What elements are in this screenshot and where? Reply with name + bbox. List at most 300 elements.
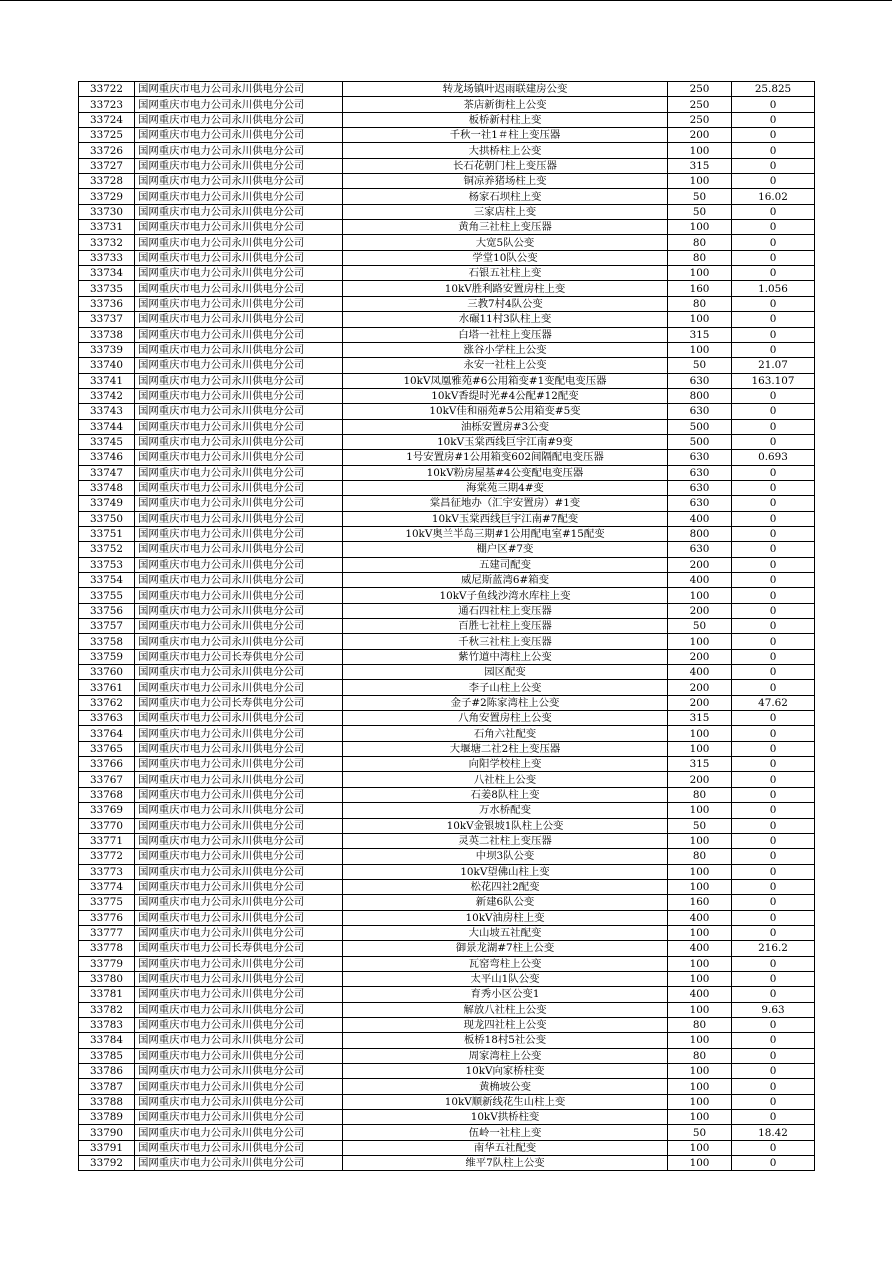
- value-cell: 0: [732, 526, 815, 541]
- transformer-name-cell: 石姜8队柱上变: [343, 787, 668, 802]
- row-id-cell: 33754: [79, 573, 135, 588]
- value-cell: 0: [732, 956, 815, 971]
- row-id-cell: 33770: [79, 818, 135, 833]
- capacity-cell: 80: [668, 1048, 732, 1063]
- transformer-name-cell: 李子山柱上公变: [343, 680, 668, 695]
- value-cell: 0: [732, 833, 815, 848]
- row-id-cell: 33771: [79, 833, 135, 848]
- transformer-name-cell: 八社柱上公变: [343, 772, 668, 787]
- value-cell: 0: [732, 557, 815, 572]
- transformer-name-cell: 中坝3队公变: [343, 849, 668, 864]
- capacity-cell: 100: [668, 803, 732, 818]
- table-row: [79, 726, 815, 741]
- company-cell: 国网重庆市电力公司永川供电分公司: [135, 757, 343, 772]
- capacity-cell: 100: [668, 220, 732, 235]
- value-cell: 0: [732, 296, 815, 311]
- row-id-cell: 33774: [79, 879, 135, 894]
- capacity-cell: 630: [668, 480, 732, 495]
- capacity-cell: 400: [668, 511, 732, 526]
- company-cell: 国网重庆市电力公司永川供电分公司: [135, 588, 343, 603]
- company-cell: 国网重庆市电力公司永川供电分公司: [135, 220, 343, 235]
- row-id-cell: 33786: [79, 1064, 135, 1079]
- table-row: [79, 1094, 815, 1109]
- row-id-cell: 33739: [79, 342, 135, 357]
- capacity-cell: 315: [668, 327, 732, 342]
- value-cell: 0: [732, 327, 815, 342]
- capacity-cell: 100: [668, 925, 732, 940]
- value-cell: 0: [732, 741, 815, 756]
- transformer-name-cell: 10kV顺新线花生山柱上变: [343, 1094, 668, 1109]
- row-id-cell: 33765: [79, 741, 135, 756]
- company-cell: 国网重庆市电力公司永川供电分公司: [135, 726, 343, 741]
- row-id-cell: 33777: [79, 925, 135, 940]
- row-id-cell: 33767: [79, 772, 135, 787]
- value-cell: 0: [732, 97, 815, 112]
- table-row: [79, 1079, 815, 1094]
- value-cell: 0: [732, 910, 815, 925]
- company-cell: 国网重庆市电力公司永川供电分公司: [135, 511, 343, 526]
- value-cell: 0: [732, 803, 815, 818]
- company-cell: 国网重庆市电力公司永川供电分公司: [135, 879, 343, 894]
- table-row: [79, 741, 815, 756]
- row-id-cell: 33738: [79, 327, 135, 342]
- value-cell: 0: [732, 665, 815, 680]
- value-cell: 0: [732, 895, 815, 910]
- row-id-cell: 33740: [79, 358, 135, 373]
- value-cell: 0: [732, 619, 815, 634]
- capacity-cell: 100: [668, 741, 732, 756]
- row-id-cell: 33781: [79, 987, 135, 1002]
- row-id-cell: 33768: [79, 787, 135, 802]
- table-row: [79, 143, 815, 158]
- value-cell: 0: [732, 711, 815, 726]
- value-cell: 0: [732, 266, 815, 281]
- capacity-cell: 160: [668, 281, 732, 296]
- row-id-cell: 33735: [79, 281, 135, 296]
- transformer-name-cell: 石银五社柱上变: [343, 266, 668, 281]
- capacity-cell: 50: [668, 204, 732, 219]
- capacity-cell: 80: [668, 1017, 732, 1032]
- transformer-name-cell: 10kV望佛山柱上变: [343, 864, 668, 879]
- row-id-cell: 33791: [79, 1140, 135, 1155]
- value-cell: 0: [732, 573, 815, 588]
- table-row: [79, 711, 815, 726]
- row-id-cell: 33775: [79, 895, 135, 910]
- company-cell: 国网重庆市电力公司永川供电分公司: [135, 465, 343, 480]
- table-row: [79, 526, 815, 541]
- row-id-cell: 33732: [79, 235, 135, 250]
- company-cell: 国网重庆市电力公司永川供电分公司: [135, 987, 343, 1002]
- transformer-name-cell: 10kV子鱼线沙湾水库柱上变: [343, 588, 668, 603]
- company-cell: 国网重庆市电力公司长寿供电分公司: [135, 649, 343, 664]
- value-cell: 0: [732, 726, 815, 741]
- capacity-cell: 80: [668, 787, 732, 802]
- transformer-name-cell: 太平山1队公变: [343, 971, 668, 986]
- capacity-cell: 100: [668, 879, 732, 894]
- table-row: [79, 864, 815, 879]
- value-cell: 0: [732, 787, 815, 802]
- company-cell: 国网重庆市电力公司永川供电分公司: [135, 1140, 343, 1155]
- transformer-name-cell: 板桥18村5社公变: [343, 1033, 668, 1048]
- table-row: [79, 910, 815, 925]
- value-cell: 0: [732, 1156, 815, 1171]
- transformer-name-cell: 育秀小区公变1: [343, 987, 668, 1002]
- transformer-name-cell: 水碾11村3队柱上变: [343, 312, 668, 327]
- row-id-cell: 33752: [79, 542, 135, 557]
- row-id-cell: 33743: [79, 404, 135, 419]
- value-cell: 0: [732, 250, 815, 265]
- value-cell: 0: [732, 772, 815, 787]
- row-id-cell: 33764: [79, 726, 135, 741]
- company-cell: 国网重庆市电力公司永川供电分公司: [135, 526, 343, 541]
- transformer-name-cell: 10kV玉棠西线巨宇江南#9变: [343, 434, 668, 449]
- transformer-name-cell: 向阳学校柱上变: [343, 757, 668, 772]
- transformer-name-cell: 板桥新村柱上变: [343, 112, 668, 127]
- value-cell: 0: [732, 480, 815, 495]
- row-id-cell: 33741: [79, 373, 135, 388]
- value-cell: 0: [732, 649, 815, 664]
- company-cell: 国网重庆市电力公司永川供电分公司: [135, 327, 343, 342]
- table-row: [79, 465, 815, 480]
- capacity-cell: 400: [668, 573, 732, 588]
- transformer-name-cell: 千秋三社柱上变压器: [343, 634, 668, 649]
- table-row: [79, 603, 815, 618]
- transformer-name-cell: 棚户区#7变: [343, 542, 668, 557]
- table-row: [79, 879, 815, 894]
- capacity-cell: 100: [668, 174, 732, 189]
- transformer-name-cell: 紫竹道中湾柱上公变: [343, 649, 668, 664]
- row-id-cell: 33788: [79, 1094, 135, 1109]
- company-cell: 国网重庆市电力公司永川供电分公司: [135, 573, 343, 588]
- company-cell: 国网重庆市电力公司永川供电分公司: [135, 158, 343, 173]
- capacity-cell: 250: [668, 97, 732, 112]
- capacity-cell: 100: [668, 312, 732, 327]
- table-row: [79, 1125, 815, 1140]
- capacity-cell: 250: [668, 82, 732, 97]
- company-cell: 国网重庆市电力公司永川供电分公司: [135, 665, 343, 680]
- capacity-cell: 50: [668, 619, 732, 634]
- table-row: [79, 496, 815, 511]
- company-cell: 国网重庆市电力公司永川供电分公司: [135, 849, 343, 864]
- table-row: [79, 1017, 815, 1032]
- capacity-cell: 80: [668, 849, 732, 864]
- transformer-name-cell: 瓦窑弯柱上公变: [343, 956, 668, 971]
- capacity-cell: 315: [668, 711, 732, 726]
- transformer-name-cell: 茶店新街柱上公变: [343, 97, 668, 112]
- table-row: [79, 342, 815, 357]
- transformer-name-cell: 大拱桥柱上公变: [343, 143, 668, 158]
- transformer-name-cell: 10kV凤凰雅苑#6公用箱变#1变配电变压器: [343, 373, 668, 388]
- capacity-cell: 100: [668, 1079, 732, 1094]
- capacity-cell: 100: [668, 971, 732, 986]
- capacity-cell: 100: [668, 1094, 732, 1109]
- company-cell: 国网重庆市电力公司永川供电分公司: [135, 619, 343, 634]
- transformer-name-cell: 灵英二社柱上变压器: [343, 833, 668, 848]
- company-cell: 国网重庆市电力公司永川供电分公司: [135, 296, 343, 311]
- value-cell: 0: [732, 1033, 815, 1048]
- transformer-name-cell: 10kV香缇时光#4公配#12配变: [343, 388, 668, 403]
- table-row: [79, 542, 815, 557]
- transformer-name-cell: 10kV向家桥柱变: [343, 1064, 668, 1079]
- value-cell: 0: [732, 496, 815, 511]
- table-row: [79, 388, 815, 403]
- row-id-cell: 33790: [79, 1125, 135, 1140]
- row-id-cell: 33789: [79, 1110, 135, 1125]
- transformer-name-cell: 石角六社配变: [343, 726, 668, 741]
- company-cell: 国网重庆市电力公司永川供电分公司: [135, 419, 343, 434]
- value-cell: 25.825: [732, 82, 815, 97]
- capacity-cell: 630: [668, 542, 732, 557]
- row-id-cell: 33736: [79, 296, 135, 311]
- value-cell: 216.2: [732, 941, 815, 956]
- capacity-cell: 400: [668, 941, 732, 956]
- capacity-cell: 160: [668, 895, 732, 910]
- row-id-cell: 33734: [79, 266, 135, 281]
- value-cell: 0: [732, 312, 815, 327]
- capacity-cell: 100: [668, 1002, 732, 1017]
- table-row: [79, 695, 815, 710]
- value-cell: 0: [732, 1140, 815, 1155]
- company-cell: 国网重庆市电力公司永川供电分公司: [135, 1002, 343, 1017]
- company-cell: 国网重庆市电力公司永川供电分公司: [135, 434, 343, 449]
- row-id-cell: 33778: [79, 941, 135, 956]
- company-cell: 国网重庆市电力公司永川供电分公司: [135, 281, 343, 296]
- table-row: [79, 97, 815, 112]
- company-cell: 国网重庆市电力公司永川供电分公司: [135, 1048, 343, 1063]
- row-id-cell: 33729: [79, 189, 135, 204]
- capacity-cell: 100: [668, 1064, 732, 1079]
- row-id-cell: 33772: [79, 849, 135, 864]
- transformer-table: [78, 81, 815, 1171]
- table-row: [79, 281, 815, 296]
- transformer-name-cell: 10kV佳和丽苑#5公用箱变#5变: [343, 404, 668, 419]
- table-row: [79, 296, 815, 311]
- table-row: [79, 404, 815, 419]
- company-cell: 国网重庆市电力公司永川供电分公司: [135, 634, 343, 649]
- capacity-cell: 500: [668, 419, 732, 434]
- transformer-name-cell: 大宽5队公变: [343, 235, 668, 250]
- row-id-cell: 33760: [79, 665, 135, 680]
- capacity-cell: 100: [668, 864, 732, 879]
- value-cell: 0.693: [732, 450, 815, 465]
- transformer-name-cell: 10kV金银坡1队柱上公变: [343, 818, 668, 833]
- transformer-name-cell: 黄桷坡公变: [343, 1079, 668, 1094]
- capacity-cell: 200: [668, 649, 732, 664]
- company-cell: 国网重庆市电力公司永川供电分公司: [135, 895, 343, 910]
- company-cell: 国网重庆市电力公司永川供电分公司: [135, 864, 343, 879]
- company-cell: 国网重庆市电力公司永川供电分公司: [135, 1125, 343, 1140]
- company-cell: 国网重庆市电力公司永川供电分公司: [135, 312, 343, 327]
- company-cell: 国网重庆市电力公司永川供电分公司: [135, 680, 343, 695]
- table-row: [79, 1064, 815, 1079]
- value-cell: 0: [732, 112, 815, 127]
- table-row: [79, 557, 815, 572]
- company-cell: 国网重庆市电力公司永川供电分公司: [135, 741, 343, 756]
- company-cell: 国网重庆市电力公司永川供电分公司: [135, 1079, 343, 1094]
- capacity-cell: 50: [668, 818, 732, 833]
- table-row: [79, 1140, 815, 1155]
- transformer-name-cell: 白塔一社柱上变压器: [343, 327, 668, 342]
- value-cell: 0: [732, 404, 815, 419]
- capacity-cell: 200: [668, 680, 732, 695]
- transformer-name-cell: 百胜七社柱上变压器: [343, 619, 668, 634]
- capacity-cell: 50: [668, 358, 732, 373]
- row-id-cell: 33744: [79, 419, 135, 434]
- transformer-name-cell: 八角安置房柱上公变: [343, 711, 668, 726]
- transformer-name-cell: 维平7队柱上公变: [343, 1156, 668, 1171]
- row-id-cell: 33748: [79, 480, 135, 495]
- capacity-cell: 630: [668, 404, 732, 419]
- company-cell: 国网重庆市电力公司永川供电分公司: [135, 496, 343, 511]
- table-row: [79, 480, 815, 495]
- company-cell: 国网重庆市电力公司永川供电分公司: [135, 373, 343, 388]
- transformer-name-cell: 10kV胜利路安置房柱上变: [343, 281, 668, 296]
- transformer-name-cell: 解放八社柱上公变: [343, 1002, 668, 1017]
- transformer-name-cell: 园区配变: [343, 665, 668, 680]
- value-cell: 0: [732, 235, 815, 250]
- transformer-name-cell: 长石花朝门柱上变压器: [343, 158, 668, 173]
- company-cell: 国网重庆市电力公司永川供电分公司: [135, 450, 343, 465]
- value-cell: 0: [732, 158, 815, 173]
- company-cell: 国网重庆市电力公司永川供电分公司: [135, 112, 343, 127]
- capacity-cell: 100: [668, 143, 732, 158]
- value-cell: 0: [732, 434, 815, 449]
- value-cell: 0: [732, 388, 815, 403]
- row-id-cell: 33745: [79, 434, 135, 449]
- capacity-cell: 100: [668, 1156, 732, 1171]
- company-cell: 国网重庆市电力公司永川供电分公司: [135, 250, 343, 265]
- value-cell: 0: [732, 987, 815, 1002]
- table-row: [79, 250, 815, 265]
- table-row: [79, 312, 815, 327]
- company-cell: 国网重庆市电力公司长寿供电分公司: [135, 695, 343, 710]
- table-row: [79, 112, 815, 127]
- table-row: [79, 956, 815, 971]
- row-id-cell: 33759: [79, 649, 135, 664]
- capacity-cell: 200: [668, 695, 732, 710]
- value-cell: 9.63: [732, 1002, 815, 1017]
- transformer-name-cell: 威尼斯蓝湾6#箱变: [343, 573, 668, 588]
- row-id-cell: 33749: [79, 496, 135, 511]
- row-id-cell: 33761: [79, 680, 135, 695]
- value-cell: 47.62: [732, 695, 815, 710]
- value-cell: 0: [732, 971, 815, 986]
- transformer-name-cell: 海棠苑三期4#变: [343, 480, 668, 495]
- table-row: [79, 434, 815, 449]
- value-cell: 0: [732, 588, 815, 603]
- row-id-cell: 33766: [79, 757, 135, 772]
- transformer-name-cell: 铜凉养猪场柱上变: [343, 174, 668, 189]
- company-cell: 国网重庆市电力公司永川供电分公司: [135, 97, 343, 112]
- table-row: [79, 818, 815, 833]
- transformer-name-cell: 10kV奥兰半岛三期#1公用配电室#15配变: [343, 526, 668, 541]
- row-id-cell: 33776: [79, 910, 135, 925]
- table-row: [79, 1110, 815, 1125]
- capacity-cell: 500: [668, 434, 732, 449]
- transformer-name-cell: 油栎安置房#3公变: [343, 419, 668, 434]
- value-cell: 0: [732, 818, 815, 833]
- value-cell: 0: [732, 419, 815, 434]
- capacity-cell: 630: [668, 373, 732, 388]
- capacity-cell: 100: [668, 634, 732, 649]
- capacity-cell: 100: [668, 833, 732, 848]
- capacity-cell: 80: [668, 250, 732, 265]
- company-cell: 国网重庆市电力公司永川供电分公司: [135, 956, 343, 971]
- table-row: [79, 511, 815, 526]
- capacity-cell: 400: [668, 665, 732, 680]
- transformer-name-cell: 转龙场镇叶迟雨联建房公变: [343, 82, 668, 97]
- row-id-cell: 33787: [79, 1079, 135, 1094]
- company-cell: 国网重庆市电力公司永川供电分公司: [135, 925, 343, 940]
- capacity-cell: 630: [668, 450, 732, 465]
- capacity-cell: 315: [668, 757, 732, 772]
- row-id-cell: 33725: [79, 128, 135, 143]
- company-cell: 国网重庆市电力公司永川供电分公司: [135, 128, 343, 143]
- table-row: [79, 987, 815, 1002]
- row-id-cell: 33756: [79, 603, 135, 618]
- table-row: [79, 450, 815, 465]
- value-cell: 0: [732, 465, 815, 480]
- company-cell: 国网重庆市电力公司永川供电分公司: [135, 1017, 343, 1032]
- capacity-cell: 315: [668, 158, 732, 173]
- company-cell: 国网重庆市电力公司永川供电分公司: [135, 189, 343, 204]
- company-cell: 国网重庆市电力公司永川供电分公司: [135, 342, 343, 357]
- value-cell: 0: [732, 1079, 815, 1094]
- table-row: [79, 158, 815, 173]
- value-cell: 0: [732, 128, 815, 143]
- table-row: [79, 220, 815, 235]
- row-id-cell: 33783: [79, 1017, 135, 1032]
- transformer-name-cell: 现龙四社柱上公变: [343, 1017, 668, 1032]
- company-cell: 国网重庆市电力公司永川供电分公司: [135, 557, 343, 572]
- transformer-name-cell: 松花四社2配变: [343, 879, 668, 894]
- row-id-cell: 33731: [79, 220, 135, 235]
- transformer-name-cell: 新建6队公变: [343, 895, 668, 910]
- company-cell: 国网重庆市电力公司永川供电分公司: [135, 542, 343, 557]
- value-cell: 0: [732, 542, 815, 557]
- transformer-name-cell: 10kV油房柱上变: [343, 910, 668, 925]
- table-row: [79, 1002, 815, 1017]
- capacity-cell: 100: [668, 726, 732, 741]
- transformer-name-cell: 大堰塘二社2柱上变压器: [343, 741, 668, 756]
- row-id-cell: 33769: [79, 803, 135, 818]
- value-cell: 0: [732, 1017, 815, 1032]
- company-cell: 国网重庆市电力公司永川供电分公司: [135, 235, 343, 250]
- capacity-cell: 100: [668, 588, 732, 603]
- capacity-cell: 800: [668, 388, 732, 403]
- table-row: [79, 1048, 815, 1063]
- row-id-cell: 33733: [79, 250, 135, 265]
- row-id-cell: 33762: [79, 695, 135, 710]
- row-id-cell: 33727: [79, 158, 135, 173]
- table-row: [79, 787, 815, 802]
- capacity-cell: 200: [668, 557, 732, 572]
- company-cell: 国网重庆市电力公司永川供电分公司: [135, 404, 343, 419]
- company-cell: 国网重庆市电力公司永川供电分公司: [135, 818, 343, 833]
- value-cell: 0: [732, 342, 815, 357]
- capacity-cell: 100: [668, 956, 732, 971]
- row-id-cell: 33737: [79, 312, 135, 327]
- value-cell: 0: [732, 879, 815, 894]
- company-cell: 国网重庆市电力公司永川供电分公司: [135, 1110, 343, 1125]
- company-cell: 国网重庆市电力公司永川供电分公司: [135, 787, 343, 802]
- transformer-name-cell: 1号安置房#1公用箱变602间隔配电变压器: [343, 450, 668, 465]
- transformer-name-cell: 黄角三社柱上变压器: [343, 220, 668, 235]
- table-row: [79, 833, 815, 848]
- company-cell: 国网重庆市电力公司永川供电分公司: [135, 174, 343, 189]
- value-cell: 0: [732, 849, 815, 864]
- company-cell: 国网重庆市电力公司永川供电分公司: [135, 833, 343, 848]
